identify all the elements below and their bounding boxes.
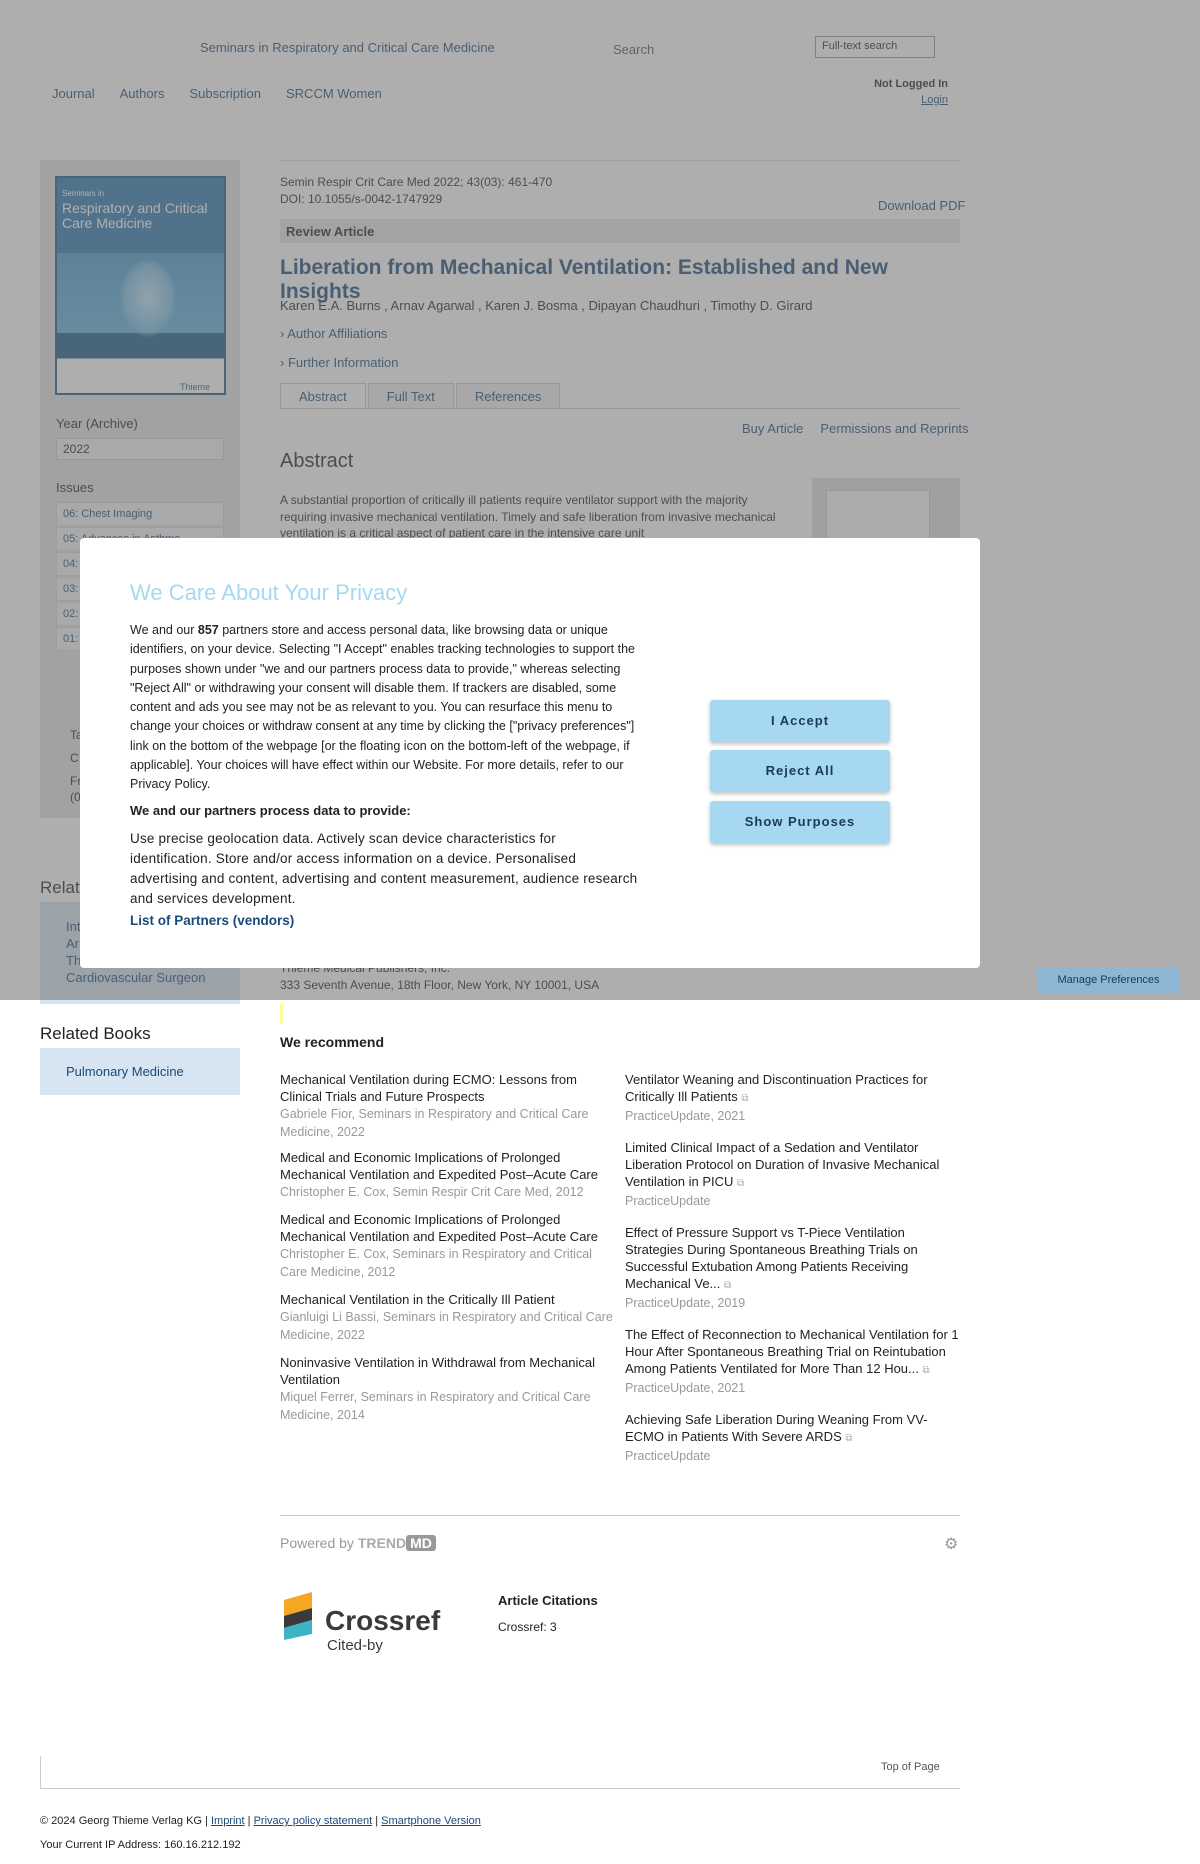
recommend-title[interactable]: Effect of Pressure Support vs T-Piece Ventilation Strategies During Spontaneous Breathing Trials on Successful Extubation Among Patients Receiving Mechanical Ve... ⧉ xyxy=(625,1225,918,1291)
recommend-item[interactable] xyxy=(625,1326,965,1397)
related-books-box xyxy=(40,1048,240,1095)
consent-title: We Care About Your Privacy xyxy=(130,580,408,605)
crossref-logo-text: Crossref xyxy=(325,1605,441,1636)
recommend-title[interactable]: Mechanical Ventilation in the Critically Ill Patient xyxy=(280,1292,555,1307)
accept-button[interactable]: I Accept xyxy=(710,700,890,742)
recommend-title[interactable]: Noninvasive Ventilation in Withdrawal from Mechanical Ventilation xyxy=(280,1355,596,1387)
recommend-meta: PracticeUpdate xyxy=(625,1194,711,1208)
recommend-title[interactable]: Mechanical Ventilation during ECMO: Lessons from Clinical Trials and Future Prospects xyxy=(280,1072,577,1104)
footer-separator: | xyxy=(375,1815,379,1827)
recommend-title[interactable]: The Effect of Reconnection to Mechanical Ventilation for 1 Hour After Spontaneous Breathing Trial on Reintubation Among Patients Ventilated for More Than 12 Hou... ⧉ xyxy=(625,1327,959,1376)
recommend-meta: Gianluigi Li Bassi, Seminars in Respiratory and Critical Care Medicine, 2022 xyxy=(280,1310,613,1342)
recommend-item[interactable] xyxy=(625,1071,965,1125)
footer-left-rule xyxy=(40,1756,41,1788)
recommend-meta: PracticeUpdate, 2019 xyxy=(625,1296,746,1310)
consent-purposes: Use precise geolocation data. Actively scan device characteristics for identification. Store and/or access information on a device. Personalised advertising and content, advertising and content measurement, audience research and services development. xyxy=(130,831,638,906)
external-link-icon: ⧉ xyxy=(724,1280,732,1291)
recommend-divider xyxy=(280,1515,960,1516)
footer-separator: | xyxy=(247,1815,251,1827)
external-link-icon: ⧉ xyxy=(922,1365,930,1376)
smartphone-version-link[interactable]: Smartphone Version xyxy=(381,1815,481,1827)
recommend-right-column xyxy=(625,1071,965,1479)
show-purposes-button[interactable]: Show Purposes xyxy=(710,801,890,843)
trendmd-logo-md: MD xyxy=(406,1535,436,1551)
external-link-icon: ⧉ xyxy=(737,1178,745,1189)
recommend-meta: Christopher E. Cox, Semin Respir Crit Care Med, 2012 xyxy=(280,1185,584,1199)
gear-icon[interactable]: ⚙ xyxy=(944,1536,959,1553)
recommend-item[interactable] xyxy=(625,1224,965,1312)
consent-body xyxy=(130,621,638,795)
top-of-page-link[interactable]: Top of Page xyxy=(881,1761,940,1773)
consent-body-prefix: We and our xyxy=(130,623,198,637)
recommend-meta: Christopher E. Cox, Seminars in Respiratory and Critical Care Medicine, 2012 xyxy=(280,1247,592,1279)
privacy-policy-link[interactable]: Privacy policy statement xyxy=(253,1815,373,1827)
footer-copyright xyxy=(40,1815,481,1827)
recommend-item[interactable] xyxy=(280,1291,620,1344)
cited-by-text: Cited-by xyxy=(327,1637,383,1654)
crossref-logo-icon xyxy=(282,1590,322,1640)
recommend-heading: We recommend xyxy=(280,1034,384,1050)
recommend-title[interactable]: Ventilator Weaning and Discontinuation Practices for Critically Ill Patients ⧉ xyxy=(625,1072,928,1104)
recommend-title[interactable]: Limited Clinical Impact of a Sedation and Ventilator Liberation Protocol on Duration of Invasive Mechanical Ventilation in PICU ⧉ xyxy=(625,1140,940,1189)
trendmd-badge[interactable] xyxy=(280,1535,436,1551)
external-link-icon: ⧉ xyxy=(741,1093,749,1104)
recommend-item[interactable] xyxy=(280,1354,620,1424)
crossref-count: Crossref: 3 xyxy=(498,1620,557,1634)
copyright-text: © 2024 Georg Thieme Verlag KG | xyxy=(40,1815,208,1827)
recommend-title[interactable]: Achieving Safe Liberation During Weaning From VV-ECMO in Patients With Severe ARDS ⧉ xyxy=(625,1412,928,1444)
related-book-link[interactable]: Pulmonary Medicine xyxy=(66,1064,184,1079)
ip-address: Your Current IP Address: 160.16.212.192 xyxy=(40,1839,241,1851)
highlight-marker xyxy=(280,1004,283,1024)
recommend-left-column xyxy=(280,1071,620,1438)
partner-count: 857 xyxy=(197,623,219,637)
recommend-title[interactable]: Medical and Economic Implications of Prolonged Mechanical Ventilation and Expedited Post–Acute Care xyxy=(280,1150,598,1182)
recommend-meta: Gabriele Fior, Seminars in Respiratory and Critical Care Medicine, 2022 xyxy=(280,1107,589,1139)
trendmd-logo-trend: TREND xyxy=(357,1535,407,1551)
footer-divider xyxy=(40,1788,960,1789)
recommend-meta: PracticeUpdate, 2021 xyxy=(625,1381,746,1395)
recommend-title[interactable]: Medical and Economic Implications of Prolonged Mechanical Ventilation and Expedited Post–Acute Care xyxy=(280,1212,598,1244)
recommend-item[interactable] xyxy=(280,1211,620,1281)
recommend-meta: Miquel Ferrer, Seminars in Respiratory and Critical Care Medicine, 2014 xyxy=(280,1390,591,1422)
recommend-meta: PracticeUpdate, 2021 xyxy=(625,1109,746,1123)
manage-preferences-button[interactable]: Manage Preferences xyxy=(1038,967,1179,994)
recommend-item[interactable] xyxy=(625,1139,965,1210)
recommend-item[interactable] xyxy=(625,1411,965,1465)
powered-by-text: Powered by xyxy=(280,1535,354,1551)
imprint-link[interactable]: Imprint xyxy=(210,1815,245,1827)
consent-body-rest: partners store and access personal data, like browsing data or unique identifiers, on your device. Selecting "I Accept" enables tracking technologies to support the purposes shown under "we and our partners process data to provide," whereas selecting "Reject All" or withdrawing your consent will disable them. If trackers are disabled, some content and ads you see may not be as relevant to you. You can resurface this menu to change your choices or withdraw consent at any time by clicking the ["privacy preferences"] link on the bottom of the webpage [or the floating icon on the bottom-left of the webpage, if applicable]. Your choices will have effect within our Website. For more details, refer to our Privacy Policy. xyxy=(130,623,636,792)
reject-all-button[interactable]: Reject All xyxy=(710,750,890,792)
recommend-meta: PracticeUpdate xyxy=(625,1449,711,1463)
recommend-item[interactable] xyxy=(280,1149,620,1201)
vendors-list-link[interactable]: List of Partners (vendors) xyxy=(130,913,295,928)
recommend-item[interactable] xyxy=(280,1071,620,1141)
external-link-icon: ⧉ xyxy=(845,1433,853,1444)
consent-subheading: We and our partners process data to provide: xyxy=(130,803,411,818)
article-citations-title: Article Citations xyxy=(498,1593,598,1608)
related-books-title: Related Books xyxy=(40,1024,151,1043)
